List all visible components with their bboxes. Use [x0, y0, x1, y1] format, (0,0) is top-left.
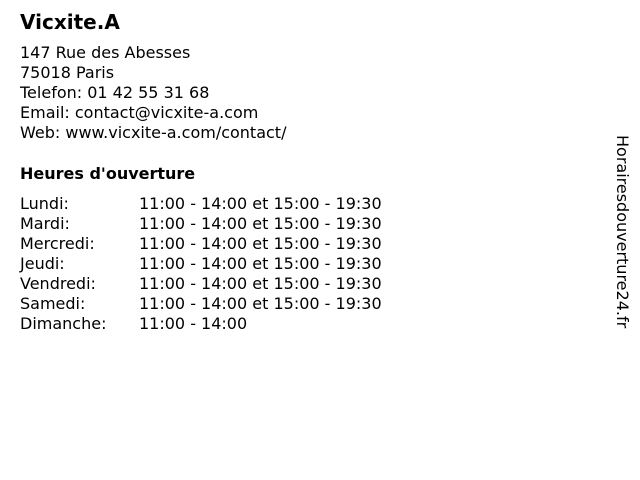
- contact-block: [20, 43, 286, 143]
- day-label: Dimanche:: [20, 314, 107, 333]
- day-hours: 11:00 - 14:00: [139, 314, 248, 333]
- day-label: Mardi:: [20, 214, 70, 233]
- day-label: Mercredi:: [20, 234, 95, 253]
- day-hours: 11:00 - 14:00 et 15:00 - 19:30: [139, 274, 382, 293]
- hours-heading: Heures d'ouverture: [20, 164, 196, 183]
- day-hours: 11:00 - 14:00 et 15:00 - 19:30: [139, 194, 382, 213]
- address-line-street: 147 Rue des Abesses: [20, 43, 191, 62]
- web-line: Web: www.vicxite-a.com/contact/: [20, 123, 287, 142]
- day-label: Lundi:: [20, 194, 69, 213]
- day-hours: 11:00 - 14:00 et 15:00 - 19:30: [139, 214, 382, 233]
- business-name: Vicxite.A: [20, 10, 120, 34]
- day-label: Jeudi:: [20, 254, 65, 273]
- email-line: Email: contact@vicxite-a.com: [20, 103, 259, 122]
- site-watermark: Horairesdouverture24.fr: [613, 135, 632, 329]
- address-line-city: 75018 Paris: [20, 63, 115, 82]
- day-label: Vendredi:: [20, 274, 96, 293]
- phone-line: Telefon: 01 42 55 31 68: [20, 83, 210, 102]
- day-label: Samedi:: [20, 294, 86, 313]
- day-hours: 11:00 - 14:00 et 15:00 - 19:30: [139, 234, 382, 253]
- day-hours: 11:00 - 14:00 et 15:00 - 19:30: [139, 254, 382, 273]
- day-hours: 11:00 - 14:00 et 15:00 - 19:30: [139, 294, 382, 313]
